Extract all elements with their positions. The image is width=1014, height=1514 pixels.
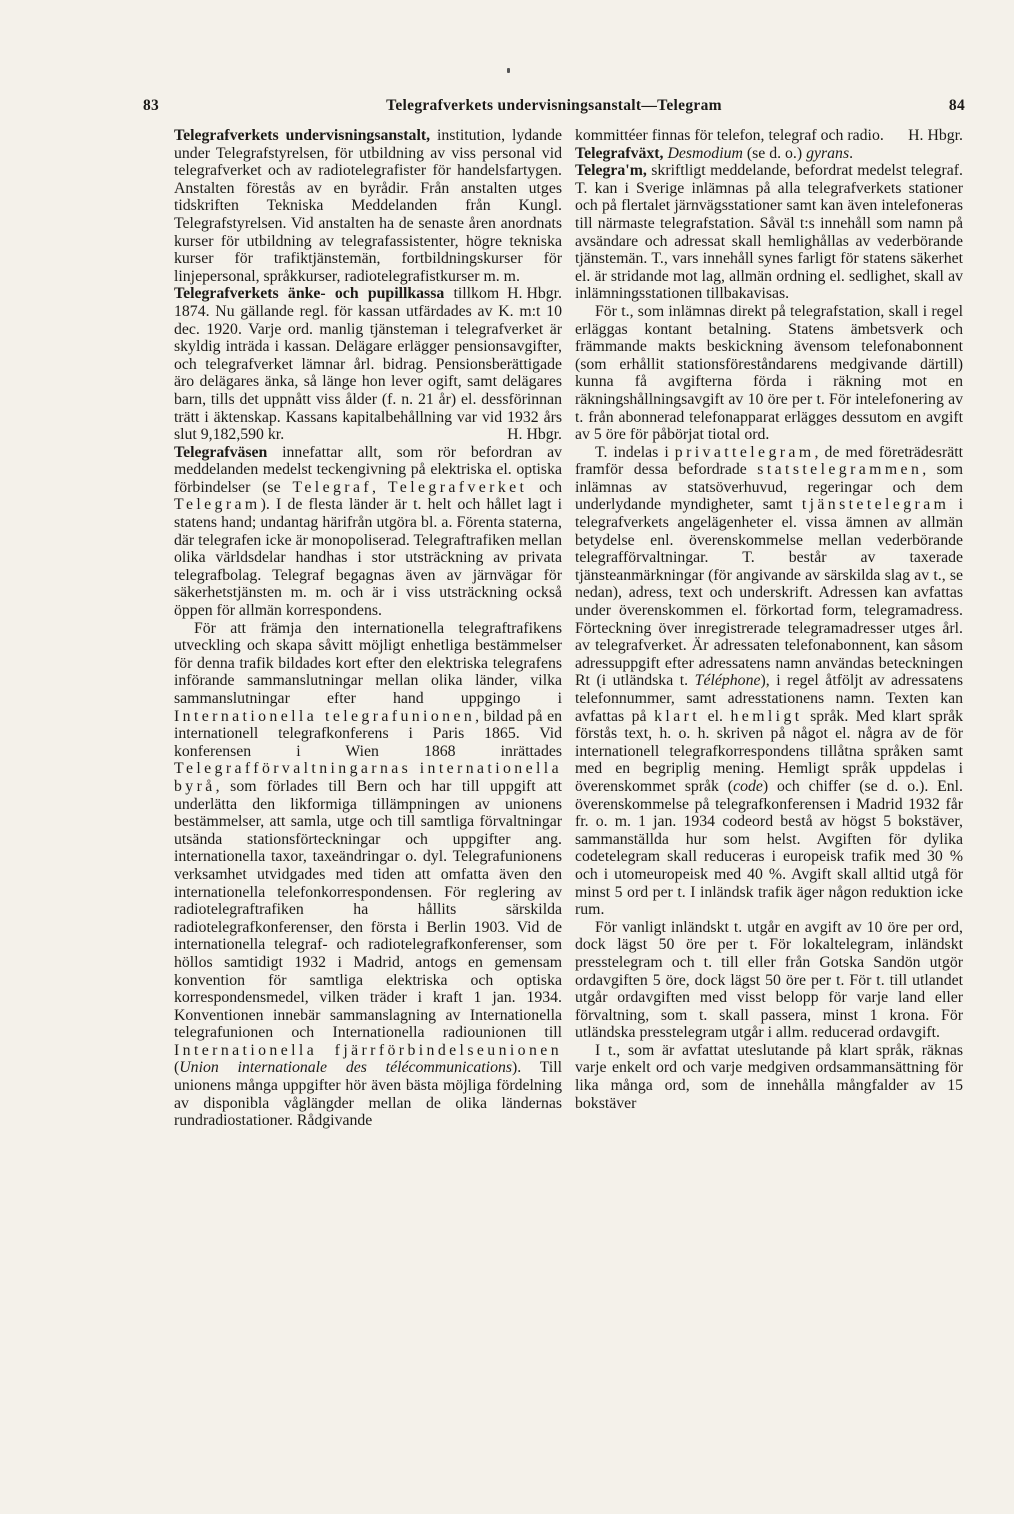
entry-telegrafvasen: [174, 444, 562, 620]
paragraph-ordrakning: [575, 1042, 963, 1112]
entry-text: och: [527, 478, 562, 496]
author-signature: H. Hbgr.: [908, 127, 963, 144]
paragraph-text: För vanligt inländskt t. utgår en avgift av 10 öre per ord, dock lägst 50 öre per t. För lokaltelegram, inländskt presstelegram och t. till eller från Gotska Sandön utgör ordavgiften 5 öre, dock lägst 50 öre per t. För t. till utlandet utgår ordavgiften med visst belopp för varje land eller förvaltning, som t. skall passera, minst 1 krona. För utländska presstelegram utgår i allm. reducerad ordavgift.: [575, 918, 963, 1042]
latin-name: Desmodium: [667, 144, 743, 162]
headword: Telegrafväsen: [174, 443, 268, 461]
print-speck: [507, 68, 510, 73]
emphasized-term: hemligt: [730, 707, 803, 725]
emphasized-term: Internationella telegrafunionen: [174, 707, 476, 725]
foreign-term: Union internationale des télécommunications: [179, 1059, 513, 1077]
paragraph-text: För t., som inlämnas direkt på telegrafstation, skall i regel erläggas kontant betalning. Statens ämbetsverk och främmande makts beskickning ävensom telefonabonnent (som erhållit stationsföreståndarens medgivande därtill) kunna få avgifterna förda i räkning mot en räkningshållningsavgift av 10 öre per t. För intelefonering av t. från abonnerad telefonapparat erlägges dessutom en avgift av 5 öre för påbörjat tiotal ord.: [575, 302, 963, 444]
cross-reference: Telegrafverket: [387, 478, 528, 496]
paragraph-text: , de med företrädesrätt framför dessa befordrade: [575, 443, 963, 479]
entry-text: (se d. o.): [742, 144, 807, 162]
paragraph-internationella-telegrafunionen: [174, 620, 562, 1130]
entry-body: tillkom 1874. Nu gällande regl. för kassan utfärdades av K. m:t 10 dec. 1920. Varje ord. manlig tjänsteman i telegrafverket är skyldig inträda i kassan. Delägare erlägger pensionsavgifter, och telegrafverket lämnar årl. bidrag. Pensionsberättigade äro delägares änka, så länge hon lever ogift, samt delägares barn, tills det uppnått viss ålder (f. n. 21 år) el. dessförinnan trätt i äktenskap. Kassans kapitalbehållning var vid 1932 års slut 9,182,590 kr.: [174, 285, 562, 444]
entry-text: innefattar allt, som rör befordran av meddelanden medelst teckengivning på elektriska el. optiska förbindelser (se: [174, 443, 562, 496]
left-column: [174, 127, 562, 1130]
entry-text: ,: [372, 478, 388, 496]
right-column: [575, 127, 963, 1112]
paragraph-avgifter: [575, 919, 963, 1042]
headword: Telegra'm,: [575, 162, 647, 180]
paragraph-text: språk. Med klart språk förstås text, h. o. h. skriven på något el. några av de för internationell telegrafkorrespondens tillåtna språken samt med en begriplig mening. Hemligt språk uppdelas i överenskommet språk (: [575, 707, 963, 795]
continued-paragraph: [575, 127, 963, 145]
paragraph-text: , bildad på en internationell telegrafkonferens i Paris 1865. Vid konferensen i Wien 1868 inrättades: [174, 707, 562, 760]
foreign-term: code: [733, 777, 763, 795]
cross-reference: Telegraf: [292, 478, 373, 496]
headword: Telegrafverkets änke- och pupillkassa: [174, 285, 445, 303]
running-head: Telegrafverkets undervisningsanstalt—Telegram: [386, 97, 722, 114]
entry-telegrafvaxt: [575, 145, 963, 163]
emphasized-term: klart: [654, 707, 701, 725]
paragraph-text: ), i regel åtföljt av adressatens telefonnummer, samt adresstationens namn. Texten kan avfattas på: [575, 672, 963, 725]
paragraph-text: T. indelas i: [595, 443, 675, 461]
left-page-number: 83: [143, 97, 160, 114]
latin-name: gyrans: [806, 144, 850, 162]
author-signature: H. Hbgr.: [507, 426, 562, 444]
emphasized-term: tjänstetelegram: [801, 496, 950, 514]
emphasized-term: Internationella fjärrförbindelseunionen: [174, 1041, 562, 1059]
paragraph-text: el.: [700, 707, 731, 725]
author-signature: H. Hbgr.: [507, 285, 562, 303]
paragraph-text: i telegrafverkets angelägenheter el. vissa ämnen av allmän betydelse enl. överenskommelse mellan vederbörande telegrafförvaltningar. T. består av taxerade tjänsteanmärkningar (för angivande av särskilda slag av t., se nedan), adress, text och underskrift. Adressen kan avfattas under överenskommen el. förkortad form, telegramadress. Förteckning över inregistrerade telegramadresser utges årl. av telegrafverket. Är adressaten telefonabonnent, kan såsom adressuppgift efter adressatens namn användas beteckningen Rt (i utländska t.: [575, 496, 963, 690]
paragraph-text: För att främja den internationella telegraftrafikens utveckling och skapa såvitt möjligt enhetliga bestämmelser för denna trafik bildades kort efter den elektriska telegrafens införande sammanslutningar mellan olika länder, vilka sammanslutningar efter hand uppgingo i: [174, 619, 562, 707]
paragraph-text: kommittéer finnas för telefon, telegraf och radio.: [575, 127, 884, 144]
paragraph-text: ) och chiffer (se d. o.). Enl. överenskommelse på telegrafkonferensen i Madrid 1932 får fr. o. m. 1 jan. 1934 codeord bestå av högst 5 bokstäver, sammanställda hur som helst. Avgiften för dylika codetelegram skall reduceras i europeisk trafik med 30 % och i utomeuropeisk med 40 %. Avgift skall alltid utgå för minst 5 ord per t. I inländsk trafik äger någon reduktion icke rum.: [575, 777, 964, 919]
cross-reference: Telegram: [174, 496, 261, 514]
paragraph-text: ). Till unionens många uppgifter hör även bästa möjliga fördelning av disponibla våglängder mellan de olika ländernas rundradiostationer. Rådgivande: [174, 1059, 563, 1130]
entry-anke-och-pupillkassa: [174, 285, 562, 443]
page-header: [143, 97, 965, 119]
headword: Telegrafverkets undervisningsanstalt,: [174, 127, 431, 144]
paragraph-text: , som förlades till Bern och har till uppgift att underlätta den likformiga tillämpningen av unionens bestämmelser, att samla, utge och till samtliga förvaltningar utsända stationsförteckningar och uppgifter ang. internationella taxor, taxeändringar o. dyl. Telegrafunionens verksamhet utvidgades med tiden att omfatta även den internationella telefonkorrespondensen. För reglering av radiotelegraftrafiken ha hållits särskilda radiotelegrafkonferenser, den första i Berlin 1903. Vid de internationella telegraf- och radiotelegrafkonferenser, som höllos samtidigt 1932 i Madrid, antogs en gemensam konvention för samtliga elektriska och optiska korrespondensmedel, vilken träder i kraft 1 jan. 1934. Konventionen innebär sammanslagning av Internationella telegrafunionen och Internationella radiounionen till: [174, 777, 562, 1042]
paragraph-text: (: [174, 1059, 180, 1077]
foreign-term: Téléphone: [694, 672, 761, 690]
paragraph-betalning: [575, 303, 963, 444]
headword: Telegrafväxt,: [575, 144, 664, 162]
paragraph-text: , som inlämnas av statsöverhuvud, regeringar och dem underlydande myndigheter, samt: [575, 461, 964, 514]
emphasized-term: statstelegrammen: [757, 461, 923, 479]
emphasized-term: Telegrafförvaltningarnas internationella byrå: [174, 760, 562, 795]
entry-text: ). I de flesta länder är t. helt och hållet lagt i statens hand; undantag härifrån utgöra bl. a. Förenta staterna, där telegrafen icke är monopoliserad. Telegraftrafiken mellan olika världsdelar handhas i stor utsträckning av privata telegrafbolag. Telegraf begagnas även av järnvägar för säkerhetstjänsten m. m. och är i viss utsträckning också öppen för allmän korrespondens.: [174, 496, 562, 620]
paragraph-text: I t., som är avfattat uteslutande på klart språk, räknas varje enkelt ord och varje medgiven ordsammansättning för lika många ord, som de innehålla mångfalder av 15 bokstäver: [575, 1041, 963, 1112]
paragraph-indelning: [575, 444, 963, 919]
emphasized-term: privattelegram: [674, 443, 815, 461]
right-page-number: 84: [948, 97, 965, 114]
entry-text: skriftligt meddelande, befordrat medelst telegraf. T. kan i Sverige inlämnas på alla telegrafverkets stationer och på flertalet järnvägsstationer samt kan även intelefoneras till närmaste telegrafstation. Såväl t:s innehåll som namn på avsändare och adressat skall hemlighållas av vederbörande tjänstemän. T., vars innehåll synes farligt för statens säkerhet el. är stridande mot lag, allmän ordning el. sedlighet, skall av inlämningsstationen tillbakavisas.: [575, 162, 963, 303]
entry-body: institution, lydande under Telegrafstyrelsen, för utbildning av viss personal vid telegrafverket och av radiotelegrafister för handelsfartygen. Anstalten förestås av en byrådir. Från anstalten utges tidskriften Tekniska Meddelanden från Kungl. Telegrafstyrelsen. Vid anstalten ha de senaste åren anordnats kurser för utbildning av telegrafassistenter, högre tekniska kurser för trafiktjänstemän, fortbildningskurser för linjepersonal, språkkurser, radiotelegrafistkurser m. m.: [174, 127, 562, 285]
entry-telegram: [575, 162, 963, 303]
entry-text: .: [849, 144, 854, 162]
